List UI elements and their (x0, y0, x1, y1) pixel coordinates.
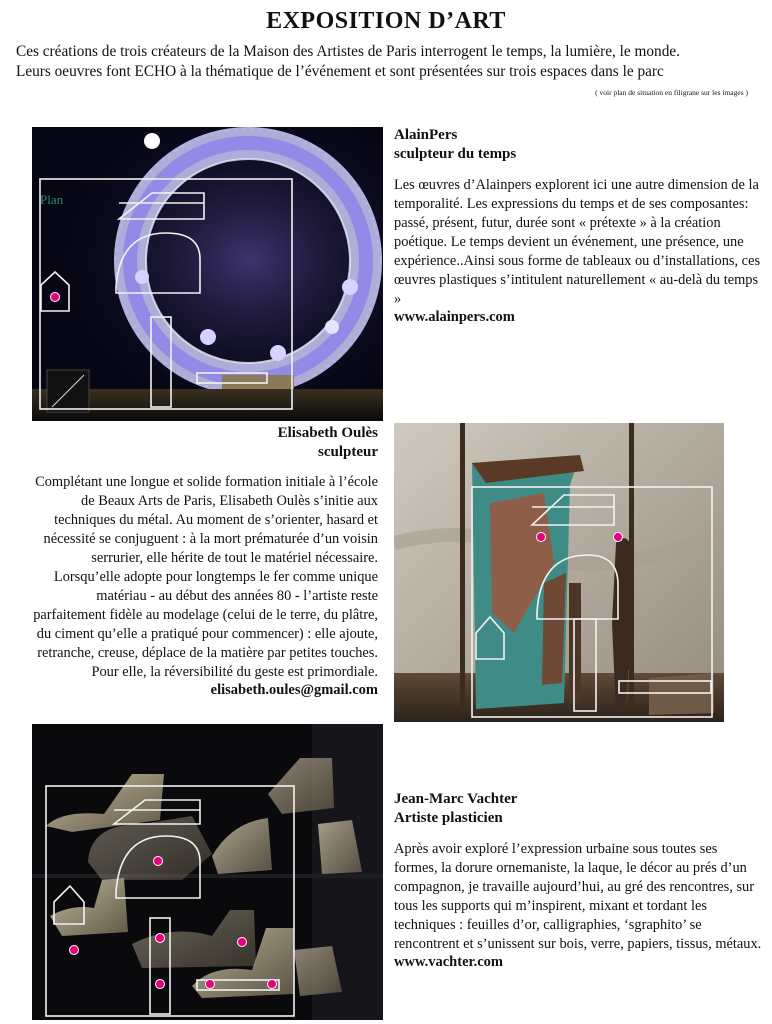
artist-section-oules (30, 424, 378, 699)
artist-role: sculpteur du temps (394, 146, 517, 162)
location-marker (238, 938, 247, 947)
artwork-image-alainpers (32, 127, 383, 421)
site-plan-overlay (32, 724, 383, 1020)
artist-description: Après avoir exploré l’expression urbaine sous toutes ses formes, la dorure ornemaniste, la laque, le décor au prés d’un compagnon, je travaille aujourd’hui, au gré des rencontres, sur tous les supports qui m’inspirent, mixant et tordant les techniques : feuilles d’or, calligraphies, ‘sgraphito’ se rencontrent et s’unissent sur bois, verre, papiers, tissus, métaux. (394, 841, 762, 952)
artist-name: Elisabeth Oulès (277, 425, 378, 441)
artist-role: sculpteur (318, 444, 378, 460)
intro-text (16, 42, 761, 82)
intro-line-2: Leurs oeuvres font ECHO à la thématique de l’événement et sont présentées sur trois espaces dans le parc (16, 63, 664, 80)
location-marker (537, 533, 546, 542)
artist-email-link[interactable]: elisabeth.oules@gmail.com (210, 682, 378, 698)
site-plan-overlay (394, 423, 724, 722)
page-title: EXPOSITION D’ART (266, 8, 506, 34)
artist-role: Artiste plasticien (394, 810, 503, 826)
artist-description: Complétant une longue et solide formation initiale à l’école de Beaux Arts de Paris, Elisabeth Oulès s’initie aux techniques du métal. Au moment de s’orienter, hasard et nécessité se conjuguent : à la mort prématurée d’un voisin serrurier, elle hérite de tout le matériel nécessaire. Lorsqu’elle adopte pour longtemps le fer comme unique matériau - au début des années 80 - l’artiste reste parfaitement fidèle au modelage (celui de le terre, du plâtre, du ciment qu’elle a pratiqué pour commencer) : elle ajoute, retranche, creuse, déplace de la matière par petites touches. Pour elle, la réversibilité du geste est primordiale. (33, 474, 378, 680)
location-marker (156, 980, 165, 989)
site-plan-overlay (32, 127, 383, 421)
location-marker (268, 980, 277, 989)
artwork-image-vachter (32, 724, 383, 1020)
location-marker (154, 857, 163, 866)
intro-line-1: Ces créations de trois créateurs de la Maison des Artistes de Paris interrogent le temps, la lumière, le monde. (16, 43, 680, 60)
artist-name: AlainPers (394, 127, 458, 143)
artwork-image-oules (394, 423, 724, 722)
location-marker (70, 946, 79, 955)
artist-section-alainpers (394, 126, 762, 326)
plan-label: Plan (40, 192, 64, 207)
location-marker (614, 533, 623, 542)
artist-name: Jean-Marc Vachter (394, 791, 518, 807)
artist-description: Les œuvres d’Alainpers explorent ici une autre dimension de la temporalité. Les expressions du temps et de ses composantes: passé, présent, futur, durée sont « prétexte » à la création poétique. Le temps devient un événement, une présence, une expérience..Ainsi sous forme de tableaux ou d’installations, ces œuvres plastiques s’intitulent naturellement « au-delà du temps » (394, 177, 761, 307)
artist-website-link[interactable]: www.vachter.com (394, 954, 503, 970)
location-marker (206, 980, 215, 989)
location-marker (156, 934, 165, 943)
location-marker (51, 293, 60, 302)
artist-section-vachter (394, 790, 762, 971)
plan-note: ( voir plan de situation en filigrane sur les images ) (595, 88, 748, 97)
artist-website-link[interactable]: www.alainpers.com (394, 309, 515, 325)
